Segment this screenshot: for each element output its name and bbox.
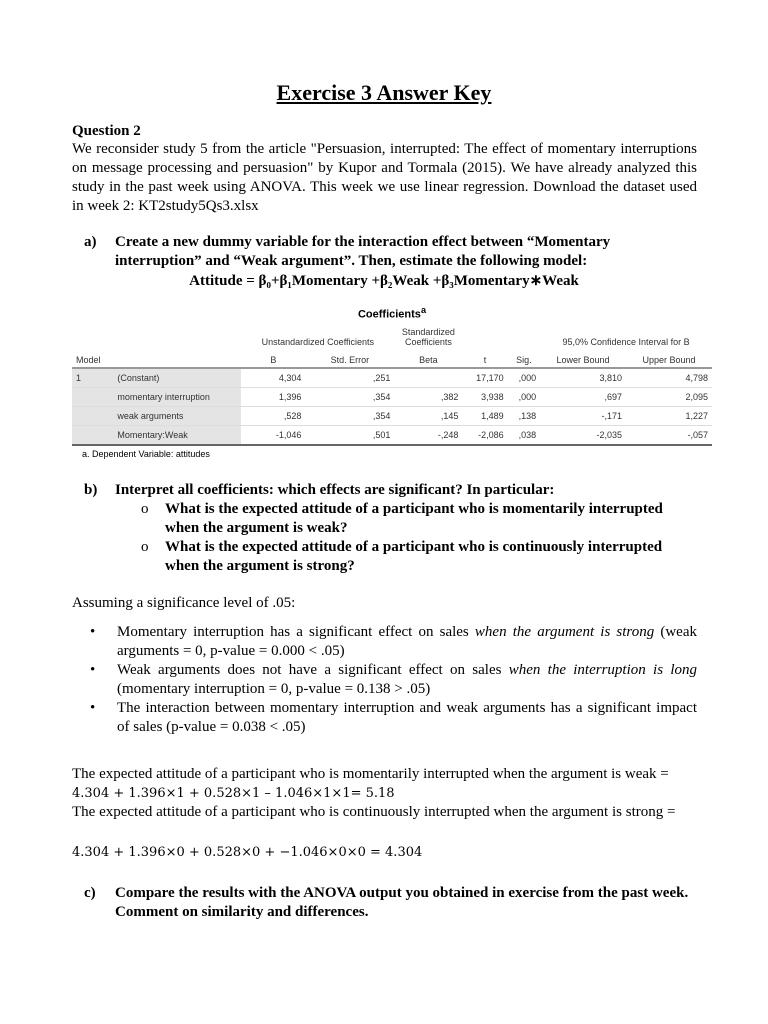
- col-header: Upper Bound: [642, 354, 696, 365]
- expected-2: The expected attitude of a participant who is continuously interrupted when the argument is strong =: [72, 804, 676, 820]
- part-b-text: Interpret all coefficients: which effects are significant? In particular:: [115, 482, 555, 498]
- list-item: • The interaction between momentary interruption and weak arguments has a significant impact of sales (p-value = 0.038 < .05): [72, 699, 697, 737]
- part-c-text: Compare the results with the ANOVA output you obtained in exercise from the past week. Comment on similarity and differences.: [115, 885, 689, 920]
- expected-1: The expected attitude of a participant who is momentarily interrupted when the argument is weak =: [72, 766, 669, 782]
- part-a: [84, 233, 615, 271]
- list-item: • Momentary interruption has a significant effect on sales when the argument is strong (weak arguments = 0, p-value = 0.000 < .05): [72, 623, 697, 661]
- col-header: B: [270, 354, 277, 365]
- col-header: t: [483, 354, 487, 365]
- table-row: Momentary:Weak -1,046 ,501 -,248 -2,086 ,038 -2,035 -,057: [72, 425, 712, 445]
- list-item: • Weak arguments does not have a significant effect on sales when the interruption is long (momentary interruption = 0, p-value = 0.138 > .05): [72, 661, 697, 699]
- assumption-text: Assuming a significance level of .05:: [72, 595, 296, 611]
- model-equation: Attitude = β₀+β₁Momentary +β₂Weak +β₃Momentary∗Weak: [189, 273, 579, 289]
- table-title: Coefficients$^a$: [357, 305, 427, 321]
- calc-2: 4.304 + 1.396×0 + 0.528×0 + −1.046×0×0 = 4.304: [72, 845, 423, 860]
- part-a-marker: a): [84, 234, 97, 250]
- header-ci: 95,0% Confidence Interval for B: [562, 336, 690, 347]
- part-b-marker: b): [84, 482, 98, 498]
- page-title: Exercise 3 Answer Key: [276, 80, 492, 105]
- part-b-sub: o What is the expected attitude of a participant who is continuously interrupted when the argument is strong?: [141, 539, 663, 574]
- part-b-sub: o What is the expected attitude of a participant who is momentarily interrupted when the argument is weak?: [141, 501, 663, 536]
- part-a-text: Create a new dummy variable for the interaction effect between “Momentary interruption” and “Weak argument”. Then, estimate the following model:: [115, 234, 611, 269]
- coefficients-table: [72, 305, 712, 459]
- header-unstandardized: Unstandardized Coefficients: [261, 336, 375, 347]
- intro-paragraph: We reconsider study 5 from the article "Persuasion, interrupted: The effect of momentary interruptions on message processing and persuasion" by Kupor and Tormala (2015). We have already analyzed this study in the past week using ANOVA. This week we use linear regression. Download the dataset used in week 2: KT2study5Qs3.xlsx: [72, 141, 697, 214]
- col-header: Beta: [419, 354, 438, 365]
- col-header: Sig.: [516, 354, 532, 365]
- table-row: weak arguments ,528 ,354 ,145 1,489 ,138 -,171 1,227: [72, 406, 712, 425]
- col-header: Std. Error: [330, 354, 370, 365]
- findings-list: [72, 623, 697, 737]
- calc-1: 4.304 + 1.396×1 + 0.528×1 – 1.046×1×1= 5.18: [72, 786, 395, 801]
- col-header: [113, 349, 241, 368]
- table-footnote: a. Dependent Variable: attitudes: [82, 448, 210, 459]
- part-c-marker: c): [84, 885, 96, 901]
- table-row: 1 (Constant) 4,304 ,251 17,170 ,000 3,810 4,798: [72, 368, 712, 388]
- table-row: momentary interruption 1,396 ,354 ,382 3,938 ,000 ,697 2,095: [72, 387, 712, 406]
- part-c: [84, 884, 705, 922]
- col-header: Lower Bound: [556, 354, 610, 365]
- part-b: [84, 481, 675, 576]
- col-header: Model: [76, 354, 101, 365]
- question-heading: Question 2: [72, 123, 141, 139]
- header-standardized: Standardized Coefficients: [401, 326, 455, 347]
